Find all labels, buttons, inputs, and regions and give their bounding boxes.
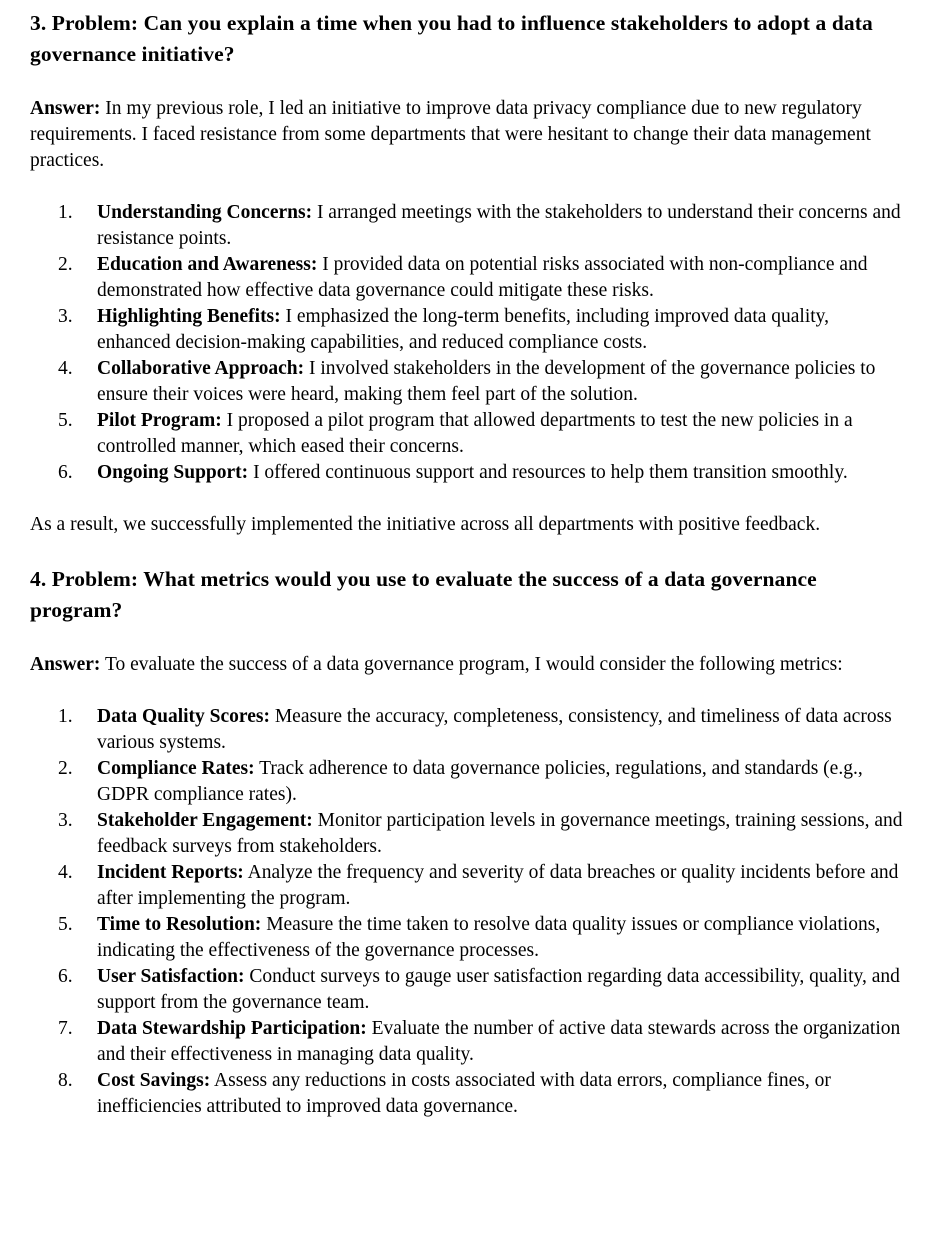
list-item [30,1068,904,1120]
item-text: Measure the time taken to resolve data quality issues or compliance violations, indicating the effectiveness of the governance processes. [97,914,881,961]
item-text: I involved stakeholders in the development of the governance policies to ensure their voices were heard, making them feel part of the solution. [97,358,876,405]
item-label: Data Quality Scores: [97,706,270,727]
list-item [30,912,904,964]
item-label: User Satisfaction: [97,966,245,987]
item-text: Analyze the frequency and severity of data breaches or quality incidents before and after implementing the program. [97,862,899,909]
item-text: I proposed a pilot program that allowed departments to test the new policies in a controlled manner, which eased their concerns. [97,410,853,457]
question-3-heading: 3. Problem: Can you explain a time when you had to influence stakeholders to adopt a data governance initiative? [30,11,873,66]
answer-4-paragraph [30,652,904,678]
list-item [30,304,904,356]
answer-3-paragraph [30,96,904,174]
list-item [30,756,904,808]
list-item [30,964,904,1016]
item-label: Collaborative Approach: [97,358,305,379]
list-item [30,808,904,860]
item-text: Track adherence to data governance policies, regulations, and standards (e.g., GDPR compliance rates). [97,758,863,805]
item-text: Assess any reductions in costs associated with data errors, compliance fines, or inefficiencies attributed to improved data governance. [97,1070,831,1117]
item-text: I offered continuous support and resources to help them transition smoothly. [253,462,848,483]
item-text: Monitor participation levels in governance meetings, training sessions, and feedback surveys from stakeholders. [97,810,903,857]
item-label: Data Stewardship Participation: [97,1018,367,1039]
item-text: I emphasized the long-term benefits, including improved data quality, enhanced decision-making capabilities, and reduced compliance costs. [97,306,830,353]
list-item [30,1016,904,1068]
item-label: Understanding Concerns: [97,202,313,223]
list-item [30,460,904,486]
item-label: Ongoing Support: [97,462,249,483]
qa-section-4 [30,564,904,1120]
item-text: Evaluate the number of active data stewards across the organization and their effectiveness in managing data quality. [97,1018,901,1065]
stakeholder-steps-list [30,200,904,486]
list-item [30,860,904,912]
list-item [30,704,904,756]
metrics-list [30,704,904,1120]
item-label: Pilot Program: [97,410,222,431]
item-label: Time to Resolution: [97,914,262,935]
answer-4-text: To evaluate the success of a data governance program, I would consider the following metrics: [104,654,843,675]
list-item [30,252,904,304]
item-label: Education and Awareness: [97,254,318,275]
closing-paragraph: As a result, we successfully implemented the initiative across all departments with positive feedback. [30,514,821,535]
answer-4-label: Answer: [30,654,101,675]
list-item [30,408,904,460]
item-label: Stakeholder Engagement: [97,810,313,831]
item-label: Incident Reports: [97,862,244,883]
item-text: I arranged meetings with the stakeholders to understand their concerns and resistance points. [97,202,901,249]
answer-3-label: Answer: [30,98,101,119]
item-text: Measure the accuracy, completeness, consistency, and timeliness of data across various systems. [97,706,892,753]
question-4-heading: 4. Problem: What metrics would you use to evaluate the success of a data governance program? [30,567,817,622]
item-text: I provided data on potential risks associated with non-compliance and demonstrated how effective data governance could mitigate these risks. [97,254,868,301]
item-label: Compliance Rates: [97,758,255,779]
item-label: Highlighting Benefits: [97,306,281,327]
list-item [30,356,904,408]
item-label: Cost Savings: [97,1070,211,1091]
item-text: Conduct surveys to gauge user satisfaction regarding data accessibility, quality, and support from the governance team. [97,966,900,1013]
list-item [30,200,904,252]
qa-section-3 [30,8,904,538]
answer-3-text: In my previous role, I led an initiative to improve data privacy compliance due to new regulatory requirements. I faced resistance from some departments that were hesitant to change their data management practices. [30,98,871,171]
